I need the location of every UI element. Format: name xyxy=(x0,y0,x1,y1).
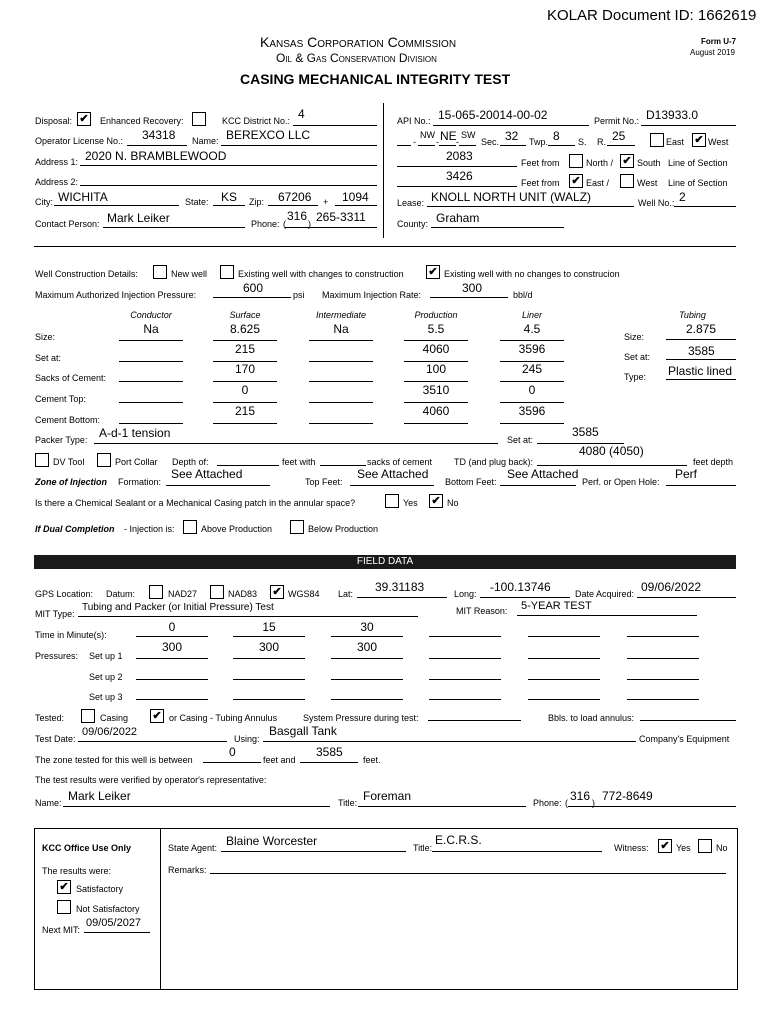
zone-of-injection-label: Zone of Injection xyxy=(35,477,107,487)
pressure-underline xyxy=(627,699,699,700)
zone-tested-label: The zone tested for this well is between xyxy=(35,755,193,765)
casing-cell-underline xyxy=(119,340,183,341)
max-rate-label: Maximum Injection Rate: xyxy=(322,290,422,300)
agent-title-value: E.C.R.S. xyxy=(435,833,482,847)
north-label: North / xyxy=(586,158,614,168)
tubing-type-value: Plastic lined xyxy=(668,364,733,378)
south-label: South xyxy=(637,158,661,168)
next-mit-label: Next MIT: xyxy=(42,925,81,935)
tested-casing-checkbox[interactable] xyxy=(81,709,95,723)
pressure-underline xyxy=(528,699,600,700)
agent-title-label: Title: xyxy=(413,843,433,853)
dv-tool-label: DV Tool xyxy=(53,457,85,467)
nad27-checkbox[interactable] xyxy=(149,585,163,599)
date-acquired-label: Date Acquired: xyxy=(575,589,635,599)
casing-cell-underline xyxy=(213,381,277,382)
permit-label: Permit No.: xyxy=(594,116,640,126)
next-mit-value: 09/05/2027 xyxy=(86,917,142,929)
r-label: R. xyxy=(597,137,606,147)
top-feet-label: Top Feet: xyxy=(305,477,343,487)
casing-cell-underline xyxy=(500,340,564,341)
west2-label: West xyxy=(637,178,658,188)
long-value: -100.13746 xyxy=(490,580,551,594)
setup-label: Set up 3 xyxy=(89,692,123,702)
time-underline xyxy=(331,636,403,637)
district-value: 4 xyxy=(298,107,305,121)
zip-plus: + xyxy=(323,197,329,207)
kcc-office-use-label: KCC Office Use Only xyxy=(42,843,132,853)
license-value: 34318 xyxy=(142,128,176,142)
state-agent-label: State Agent: xyxy=(168,843,218,853)
casing-col-header: Liner xyxy=(521,310,542,320)
casing-row-label: Cement Top: xyxy=(35,394,86,404)
address1-label: Address 1: xyxy=(35,157,79,167)
address1-value: 2020 N. BRAMBLEWOOD xyxy=(85,149,227,163)
district-label: KCC District No.: xyxy=(222,116,291,126)
casing-cell: Na xyxy=(143,322,159,336)
tubing-set-value: 3585 xyxy=(688,344,715,358)
company-equipment-label: Company's Equipment xyxy=(639,734,730,744)
mit-reason-value: 5-YEAR TEST xyxy=(521,600,592,612)
license-label: Operator License No.: xyxy=(35,136,124,146)
zip-ext-value: 1094 xyxy=(342,190,369,204)
casing-cell-underline xyxy=(213,402,277,403)
disposal-checkbox[interactable]: ✔ xyxy=(77,112,91,126)
phone-label: Phone: xyxy=(251,219,280,229)
lease-value: KNOLL NORTH UNIT (WALZ) xyxy=(431,190,592,204)
rep-phone-number: 772-8649 xyxy=(602,789,653,803)
feet-with-label: feet with xyxy=(282,457,316,467)
time-value: 30 xyxy=(360,620,374,634)
zone-to-value: 3585 xyxy=(316,745,343,759)
casing-cell: 215 xyxy=(234,342,256,356)
s-label: S. xyxy=(578,137,587,147)
setup-label: Set up 2 xyxy=(89,672,123,682)
zip-label: Zip: xyxy=(249,197,265,207)
casing-cell-underline xyxy=(309,423,373,424)
packer-set-value: 3585 xyxy=(572,425,599,439)
well-no-value: 2 xyxy=(679,190,686,204)
dv-tool-checkbox[interactable] xyxy=(35,453,49,467)
lat-label: Lat: xyxy=(338,589,354,599)
ew-footage-value: 3426 xyxy=(446,169,473,183)
casing-cell: 215 xyxy=(234,404,256,418)
north-checkbox[interactable] xyxy=(569,154,583,168)
top-feet-value: See Attached xyxy=(357,467,429,481)
pressure-underline xyxy=(136,658,208,659)
casing-cell-underline xyxy=(309,402,373,403)
verified-label: The test results were verified by operator's representative: xyxy=(35,775,267,785)
pressure-value: 300 xyxy=(258,640,280,654)
enhanced-recovery-label: Enhanced Recovery: xyxy=(100,116,184,126)
quarter-3: SW xyxy=(461,130,476,140)
sacks-cement-label: sacks of cement xyxy=(367,457,433,467)
casing-cell-underline xyxy=(404,402,468,403)
casing-cell-underline xyxy=(500,423,564,424)
east2-checkbox[interactable]: ✔ xyxy=(569,174,583,188)
rep-phone-label: Phone: xyxy=(533,798,562,808)
below-production-label: Below Production xyxy=(308,524,379,534)
formation-value: See Attached xyxy=(171,467,243,481)
east-label: East xyxy=(666,137,685,147)
pressure-underline xyxy=(429,679,501,680)
casing-cell-underline xyxy=(500,402,564,403)
address2-label: Address 2: xyxy=(35,177,79,187)
state-label: State: xyxy=(185,197,209,207)
long-label: Long: xyxy=(454,589,477,599)
packer-type-value: A-d-1 tension xyxy=(99,426,171,440)
casing-cell: 0 xyxy=(528,383,536,397)
feet-label: feet. xyxy=(363,755,381,765)
contact-label: Contact Person: xyxy=(35,219,100,229)
pressure-underline xyxy=(233,699,305,700)
state-value: KS xyxy=(221,190,238,204)
depth-of-label: Depth of: xyxy=(172,457,209,467)
time-label: Time in Minute(s): xyxy=(35,630,107,640)
casing-row-label: Size: xyxy=(35,332,56,342)
casing-cell-underline xyxy=(119,361,183,362)
casing-cell: 3510 xyxy=(422,383,450,397)
county-value: Graham xyxy=(436,211,480,225)
tubing-header: Tubing xyxy=(679,310,706,320)
field-data-bar: FIELD DATA xyxy=(34,555,736,569)
existing-changes-checkbox[interactable] xyxy=(220,265,234,279)
east-checkbox[interactable] xyxy=(650,133,664,147)
form-title: CASING MECHANICAL INTEGRITY TEST xyxy=(240,71,511,87)
casing-cell-underline xyxy=(404,340,468,341)
quarter-1: NW xyxy=(420,130,435,140)
west-checkbox[interactable]: ✔ xyxy=(692,133,706,147)
rep-phone-area: 316 xyxy=(570,789,591,803)
pressure-underline xyxy=(429,658,501,659)
name-label: Name: xyxy=(192,136,219,146)
using-label: Using: xyxy=(234,734,260,744)
casing-cell-underline xyxy=(404,423,468,424)
lat-value: 39.31183 xyxy=(375,580,425,594)
casing-cell: 4.5 xyxy=(523,322,541,336)
twp-label: Twp. xyxy=(529,137,549,147)
twp-value: 8 xyxy=(553,129,560,143)
casing-cell-underline xyxy=(119,423,183,424)
casing-col-header: Intermediate xyxy=(315,310,367,320)
pressure-underline xyxy=(331,699,403,700)
casing-cell: 100 xyxy=(425,362,447,376)
line-of-section-label-2: Line of Section xyxy=(668,178,728,188)
casing-cell-underline xyxy=(309,361,373,362)
time-underline xyxy=(528,636,600,637)
feet-and-label: feet and xyxy=(263,755,296,765)
tubing-size-value: 2.875 xyxy=(686,322,717,336)
enhanced-recovery-checkbox[interactable] xyxy=(192,112,206,126)
south-checkbox[interactable]: ✔ xyxy=(620,154,634,168)
tested-annulus-checkbox[interactable]: ✔ xyxy=(150,709,164,723)
sealant-yes-checkbox[interactable] xyxy=(385,494,399,508)
pressure-underline xyxy=(233,679,305,680)
tested-casing-label: Casing xyxy=(100,713,129,723)
existing-nochanges-checkbox[interactable]: ✔ xyxy=(426,265,440,279)
mit-type-label: MIT Type: xyxy=(35,609,75,619)
date-acquired-value: 09/06/2022 xyxy=(641,580,702,594)
nad83-checkbox[interactable] xyxy=(210,585,224,599)
witness-label: Witness: xyxy=(614,843,649,853)
casing-cell: 3596 xyxy=(518,342,546,356)
casing-cell: 170 xyxy=(234,362,256,376)
pressures-label: Pressures: xyxy=(35,651,79,661)
mit-reason-label: MIT Reason: xyxy=(456,606,508,616)
form-number: Form U-7 xyxy=(701,37,737,46)
mit-type-value: Tubing and Packer (or Initial Pressure) Test xyxy=(82,602,274,613)
time-underline xyxy=(233,636,305,637)
lease-label: Lease: xyxy=(397,198,425,208)
feet-from-label: Feet from xyxy=(521,158,560,168)
casing-col-header: Surface xyxy=(229,310,261,320)
document-id: KOLAR Document ID: 1662619 xyxy=(547,7,757,24)
quarter-2: NE xyxy=(440,129,457,143)
time-value: 15 xyxy=(262,620,276,634)
perf-label: Perf. or Open Hole: xyxy=(582,477,660,487)
time-value: 0 xyxy=(168,620,176,634)
existing-changes-label: Existing well with changes to construction xyxy=(238,269,404,279)
packer-set-label: Set at: xyxy=(507,435,534,445)
zip-value: 67206 xyxy=(278,190,312,204)
state-agent-value: Blaine Worcester xyxy=(226,834,318,848)
casing-cell: 3596 xyxy=(518,404,546,418)
pressure-underline xyxy=(528,679,600,680)
dual-injection-label: - Injection is: xyxy=(124,524,175,534)
casing-cell-underline xyxy=(119,381,183,382)
tested-label: Tested: xyxy=(35,713,65,723)
form-date: August 2019 xyxy=(690,48,735,57)
nad83-label: NAD83 xyxy=(228,589,258,599)
casing-row-label: Sacks of Cement: xyxy=(35,373,107,383)
max-pressure-value: 600 xyxy=(243,281,264,295)
not-satisfactory-checkbox[interactable] xyxy=(57,900,71,914)
tubing-type-label: Type: xyxy=(624,372,647,382)
sec-value: 32 xyxy=(505,129,519,143)
bottom-feet-label: Bottom Feet: xyxy=(445,477,497,487)
east2-label: East / xyxy=(586,178,610,188)
west-label: West xyxy=(708,137,729,147)
port-collar-checkbox[interactable] xyxy=(97,453,111,467)
casing-cell: 5.5 xyxy=(427,322,445,336)
tubing-size-label: Size: xyxy=(624,332,645,342)
pressure-value: 300 xyxy=(161,640,183,654)
packer-type-label: Packer Type: xyxy=(35,435,88,445)
casing-cell-underline xyxy=(404,381,468,382)
casing-col-header: Conductor xyxy=(130,310,172,320)
sealant-yes-label: Yes xyxy=(403,498,418,508)
wgs84-label: WGS84 xyxy=(288,589,320,599)
datum-label: Datum: xyxy=(106,589,136,599)
operator-name-value: BEREXCO LLC xyxy=(226,128,311,142)
phone-area-value: 316 xyxy=(287,209,308,223)
max-pressure-label: Maximum Authorized Injection Pressure: xyxy=(35,290,197,300)
time-underline xyxy=(429,636,501,637)
pressure-underline xyxy=(528,658,600,659)
casing-cell-underline xyxy=(119,402,183,403)
county-label: County: xyxy=(397,219,429,229)
dual-completion-label: If Dual Completion xyxy=(35,524,115,534)
satisfactory-checkbox[interactable]: ✔ xyxy=(57,880,71,894)
sec-label: Sec. xyxy=(481,137,500,147)
test-date-label: Test Date: xyxy=(35,734,76,744)
line-of-section-label: Line of Section xyxy=(668,158,728,168)
witness-no-label: No xyxy=(716,843,728,853)
time-underline xyxy=(627,636,699,637)
remarks-label: Remarks: xyxy=(168,865,207,875)
pressure-underline xyxy=(429,699,501,700)
rep-title-value: Foreman xyxy=(363,789,412,803)
td-value: 4080 (4050) xyxy=(579,444,644,458)
casing-cell: 0 xyxy=(241,383,249,397)
satisfactory-label: Satisfactory xyxy=(76,884,124,894)
pressure-value: 300 xyxy=(356,640,378,654)
pressure-underline xyxy=(136,679,208,680)
api-value: 15-065-20014-00-02 xyxy=(438,108,548,122)
casing-cell: 4060 xyxy=(422,404,450,418)
casing-cell: 4060 xyxy=(422,342,450,356)
formation-label: Formation: xyxy=(118,477,162,487)
using-value: Basgall Tank xyxy=(269,724,337,738)
tubing-set-label: Set at: xyxy=(624,352,651,362)
casing-cell-underline xyxy=(309,340,373,341)
sealant-question: Is there a Chemical Sealant or a Mechanical Casing patch in the annular space? xyxy=(35,498,356,508)
zone-from-value: 0 xyxy=(229,745,236,759)
sealant-no-label: No xyxy=(447,498,459,508)
agency-name: Kansas Corporation Commission xyxy=(260,34,457,50)
new-well-checkbox[interactable] xyxy=(153,265,167,279)
city-label: City: xyxy=(35,197,53,207)
nad27-label: NAD27 xyxy=(168,589,198,599)
casing-cell-underline xyxy=(309,381,373,382)
rep-title-label: Title: xyxy=(338,798,358,808)
below-production-checkbox[interactable] xyxy=(290,520,304,534)
gps-label: GPS Location: xyxy=(35,589,94,599)
bbl-label: bbl/d xyxy=(513,290,533,300)
bbls-load-label: Bbls. to load annulus: xyxy=(548,713,635,723)
division-name: Oil & Gas Conservation Division xyxy=(276,51,437,65)
time-underline xyxy=(136,636,208,637)
casing-cell-underline xyxy=(213,423,277,424)
above-production-checkbox[interactable] xyxy=(183,520,197,534)
casing-row-label: Cement Bottom: xyxy=(35,415,101,425)
bottom-feet-value: See Attached xyxy=(507,467,579,481)
max-rate-value: 300 xyxy=(462,281,483,295)
port-collar-label: Port Collar xyxy=(115,457,158,467)
phone-number-value: 265-3311 xyxy=(316,210,366,224)
feet-depth-label: feet depth xyxy=(693,457,734,467)
test-date-value: 09/06/2022 xyxy=(82,726,138,738)
casing-cell: 8.625 xyxy=(229,322,261,336)
casing-row-label: Set at: xyxy=(35,353,62,363)
td-label: TD (and plug back): xyxy=(454,457,534,467)
casing-cell-underline xyxy=(213,340,277,341)
pressure-underline xyxy=(331,679,403,680)
feet-from-label-2: Feet from xyxy=(521,178,560,188)
results-were-label: The results were: xyxy=(42,866,112,876)
casing-cell-underline xyxy=(500,381,564,382)
range-value: 25 xyxy=(612,129,626,143)
disposal-label: Disposal: xyxy=(35,116,73,126)
system-pressure-label: System Pressure during test: xyxy=(303,713,419,723)
witness-yes-label: Yes xyxy=(676,843,691,853)
new-well-label: New well xyxy=(171,269,208,279)
witness-no-checkbox[interactable] xyxy=(698,839,712,853)
psi-label: psi xyxy=(293,290,305,300)
existing-nochanges-label: Existing well with no changes to construcion xyxy=(444,269,620,279)
west2-checkbox[interactable] xyxy=(620,174,634,188)
construction-label: Well Construction Details: xyxy=(35,269,138,279)
permit-value: D13933.0 xyxy=(646,108,699,122)
casing-cell: Na xyxy=(333,322,349,336)
contact-value: Mark Leiker xyxy=(107,211,170,225)
pressure-underline xyxy=(331,658,403,659)
witness-yes-checkbox[interactable]: ✔ xyxy=(658,839,672,853)
rep-name-value: Mark Leiker xyxy=(68,789,131,803)
casing-cell: 245 xyxy=(521,362,543,376)
well-no-label: Well No.: xyxy=(638,198,675,208)
sealant-no-checkbox[interactable]: ✔ xyxy=(429,494,443,508)
rep-name-label: Name: xyxy=(35,798,62,808)
pressure-underline xyxy=(233,658,305,659)
pressure-underline xyxy=(627,658,699,659)
wgs84-checkbox[interactable]: ✔ xyxy=(270,585,284,599)
pressure-underline xyxy=(136,699,208,700)
ns-footage-value: 2083 xyxy=(446,149,473,163)
city-value: WICHITA xyxy=(58,190,108,204)
tested-annulus-label: or Casing - Tubing Annulus xyxy=(169,713,278,723)
perf-value: Perf xyxy=(675,467,698,481)
setup-label: Set up 1 xyxy=(89,651,123,661)
not-satisfactory-label: Not Satisfactory xyxy=(76,904,140,914)
api-label: API No.: xyxy=(397,116,431,126)
pressure-underline xyxy=(627,679,699,680)
casing-col-header: Production xyxy=(414,310,458,320)
above-production-label: Above Production xyxy=(201,524,273,534)
